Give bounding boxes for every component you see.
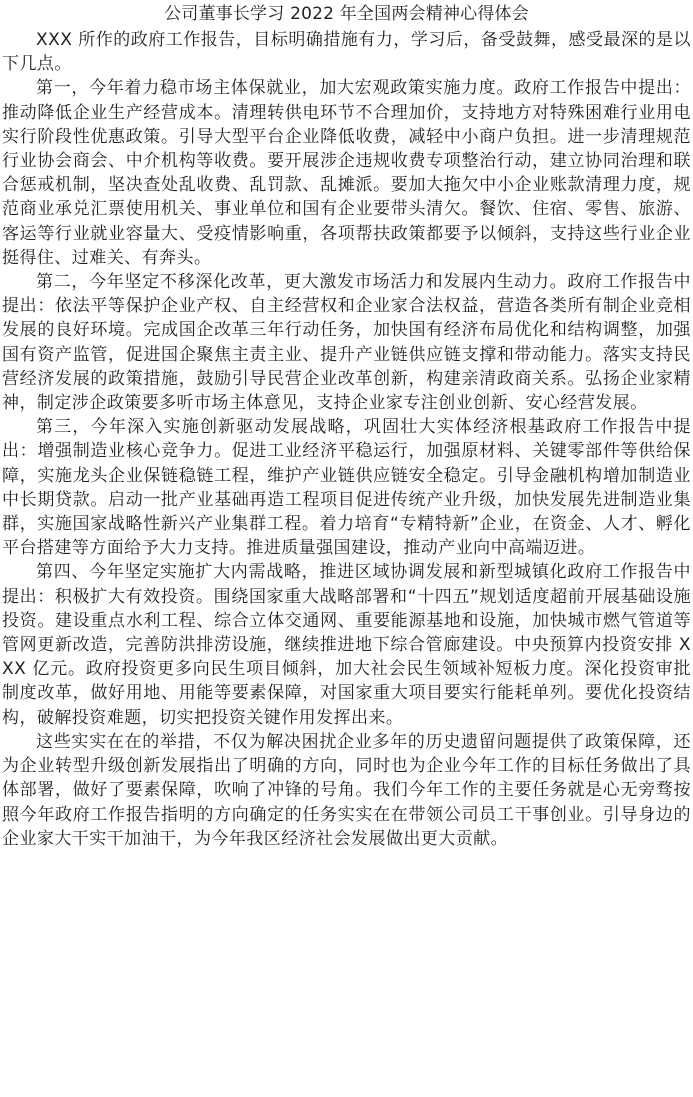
- paragraph-intro: XXX 所作的政府工作报告，目标明确措施有力，学习后，备受鼓舞，感受最深的是以下几点。: [2, 30, 691, 75]
- document-title: 公司董事长学习 2022 年全国两会精神心得体会: [164, 4, 529, 24]
- paragraph-point-four: 第四、今年坚定实施扩大内需战略，推进区域协调发展和新型城镇化政府工作报告中提出：积极扩大有效投资。围绕国家重大战略部署和“十四五”规划适度超前开展基础设施投资。建设重点水利工程、综合立体交通网、重要能源基地和设施，加快城市燃气管道等管网更新改造，完善防洪排涝设施，继续推进地下综合管廊建设。中央预算内投资安排 XXX 亿元。政府投资更多向民生项目倾斜，加大社会民生领域补短板力度。深化投资审批制度改革，做好用地、用能等要素保障，对国家重大项目要实行能耗单列。要优化投资结构，破解投资难题，切实把投资关键作用发挥出来。: [2, 562, 691, 728]
- paragraph-point-two: 第二，今年坚定不移深化改革，更大激发市场活力和发展内生动力。政府工作报告中提出：依法平等保护企业产权、自主经营权和企业家合法权益，营造各类所有制企业竞相发展的良好环境。完成国企改革三年行动任务，加快国有经济布局优化和结构调整，加强国有资产监管，促进国企聚焦主责主业、提升产业链供应链支撑和带动能力。落实支持民营经济发展的政策措施，鼓励引导民营企业改革创新，构建亲清政商关系。弘扬企业家精神，制定涉企政策要多听市场主体意见，支持企业家专注创业创新、安心经营发展。: [2, 272, 691, 414]
- paragraph-conclusion: 这些实实在在的举措，不仅为解决困扰企业多年的历史遗留问题提供了政策保障，还为企业转型升级创新发展指出了明确的方向，同时也为企业今年工作的目标任务做出了具体部署，做好了要素保障，吹响了冲锋的号角。我们今年工作的主要任务就是心无旁骛按照今年政府工作报告指明的方向确定的任务实实在在带领公司员工干事创业。引导身边的企业家大干实干加油干，为今年我区经济社会发展做出更大贡献。: [2, 731, 691, 849]
- paragraph-point-three: 第三，今年深入实施创新驱动发展战略，巩固壮大实体经济根基政府工作报告中提出：增强制造业核心竞争力。促进工业经济平稳运行，加强原材料、关键零部件等供给保障，实施龙头企业保链稳链工程，维护产业链供应链安全稳定。引导金融机构增加制造业中长期贷款。启动一批产业基础再造工程项目促进传统产业升级，加快发展先进制造业集群，实施国家战略性新兴产业集群工程。着力培育“专精特新”企业，在资金、人才、孵化平台搭建等方面给予大力支持。推进质量强国建设，推动产业向中高端迈进。: [2, 417, 691, 559]
- paragraph-point-one: 第一，今年着力稳市场主体保就业，加大宏观政策实施力度。政府工作报告中提出：推动降低企业生产经营成本。清理转供电环节不合理加价，支持地方对特殊困难行业用电实行阶段性优惠政策。引导大型平台企业降低收费，减轻中小商户负担。进一步清理规范行业协会商会、中介机构等收费。要开展涉企违规收费专项整治行动，建立协同治理和联合惩戒机制，坚决查处乱收费、乱罚款、乱摊派。要加大拖欠中小企业账款清理力度，规范商业承兑汇票使用机关、事业单位和国有企业要带头清欠。餐饮、住宿、零售、旅游、客运等行业就业容量大、受疫情影响重，各项帮扶政策都要予以倾斜，支持这些行业企业挺得住、过难关、有奔头。: [2, 78, 691, 268]
